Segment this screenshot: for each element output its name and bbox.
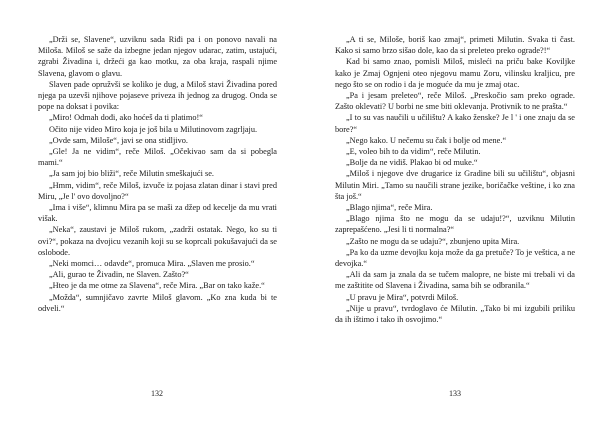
paragraph: Očito nije video Miro koja je još bila u Milutinovom zagrljaju. (49, 124, 258, 134)
paragraph: „Zašto ne mogu da se udaju?“, zbunjeno upita Mira. (346, 236, 520, 246)
paragraph: „Nije u pravu“, tvrdoglavo će Milutin. „Tako bi mi izgubili priliku da ih ištimo i tako ih osvojimo.“ (335, 303, 575, 325)
page-number: 132 (151, 389, 163, 398)
paragraph: Kad bi samo znao, pomisli Miloš, misleći na priču bake Koviljke kako je Zmaj Ognjeni oteo njegovu mamu Zoru, vilinsku kraljicu, pre nego što se on rodio i da je moguće da mu je zmaj otac. (335, 57, 575, 89)
paragraph: „Hmm, vidim“, reče Miloš, izvuče iz pojasa zlatan dinar i stavi pred Miru, „Je l' ovo dovoljno?“ (38, 180, 277, 201)
paragraph: „Ima i više“, klimnu Mira pa se maši za džep od kecelje da mu vrati višak. (38, 203, 277, 224)
paragraph: „Blago njima što ne mogu da se udaju!?“, uzviknu Milutin zaprepašćeno. „Jesi li ti normalna?“ (335, 214, 575, 235)
paragraph: „Blago njima“, reče Mira. (346, 203, 433, 213)
paragraph: „Pa ko da uzme devojku koja može da ga pretuče? To je veštica, a ne devojka.“ (335, 247, 575, 269)
paragraph: „E, voleo bih to da vidim“, reče Milutin. (346, 147, 481, 157)
paragraph: Slaven pade opružvši se koliko je dug, a Miloš stavi Živadina pored njega pa uzevši njihove pojaseve priveza ih jednog za drugog. Onda se pope na doksat i povika: (38, 79, 277, 112)
paragraph: „A ti se, Miloše, boriš kao zmaj“, primeti Milutin. Svaka ti čast. Kako si samo brzo sišao dole, kao da si preleteo preko ograde?!“ (335, 35, 575, 56)
right-page-text (335, 34, 575, 325)
paragraph: „Ali da sam ja znala da se tučem malopre, ne biste mi trebali vi da me zaštitite od Slavena i Živadina, sama bih se odbranila.“ (335, 270, 575, 291)
paragraph: „Ali, gurao te Živadin, ne Slaven. Zašto?“ (49, 270, 189, 280)
paragraph: „Miro! Odmah dođi, ako hoćeš da ti platimo!“ (49, 113, 203, 123)
paragraph: „Bolje da ne vidiš. Plakao bi od muke.“ (346, 158, 478, 168)
paragraph: „I to su vas naučili u učilištu? A kako ženske? Je l ' i one znaju da se bore?“ (335, 113, 575, 134)
paragraph: „Neka“, zaustavi je Miloš rukom, „zadrži ostatak. Nego, ko su ti ovi?“, pokaza na dvojicu vezanih koji su se koprcali pokušavajući da se oslobode. (38, 225, 277, 257)
paragraph: „U pravu je Mira“, potvrdi Miloš. (346, 292, 459, 302)
left-page-text (38, 34, 277, 314)
paragraph: „Hteo je da me otme za Slavena“, reče Mira. „Bar on tako kaže.“ (49, 281, 265, 291)
paragraph: „Možda“, sumnjičavo zavrte Miloš glavom. „Ko zna kuda bi te odveli.“ (38, 292, 277, 313)
paragraph: „Drži se, Slavene“, uzviknu sada Riđi pa i on ponovo navali na Miloša. Miloš se saže da izbegne jedan njegov udarac, zatim, ustajući, zgrabi Živadina i, držeći ga kao motku, za oba kraja, raspali njime Slavena, glavom o glavu. (38, 35, 277, 78)
right-page (300, 0, 600, 424)
paragraph: „Miloš i njegove dve drugarice iz Gradine bili su učilištu“, objasni Milutin Miri. „Tamo su naučili strane jezike, boričačke veštine, i ko zna šta još.“ (335, 169, 575, 201)
paragraph: „Gle! Ja ne vidim“, reče Miloš. „Očekivao sam da si pobegla mami.“ (38, 147, 277, 168)
paragraph: „Ovde sam, Miloše“, javi se ona stidljivo. (49, 135, 188, 145)
paragraph: „Nego kako. U nečemu su čak i bolje od mene.“ (346, 135, 507, 145)
paragraph: „Ja sam joj bio bliži“, reče Milutin smeškajući se. (49, 169, 214, 179)
paragraph: „Neki momci… odavde“, promuca Mira. „Slaven me prosio.“ (49, 259, 255, 269)
page-number: 133 (449, 389, 461, 398)
paragraph: „Pa i jesam preleteo“, reče Miloš. „Preskočio sam preko ograde. Zašto oklevati? U borbi ne sme biti oklevanja. Protivnik to ne prašta.“ (335, 91, 575, 112)
